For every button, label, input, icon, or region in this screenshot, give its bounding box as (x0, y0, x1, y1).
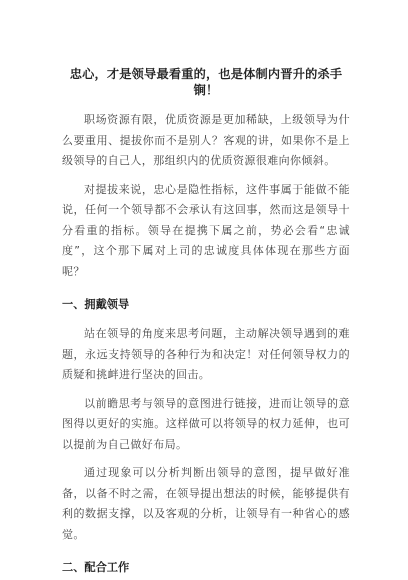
section-paragraph: 以前瞻思考与领导的意图进行链接，进而让领导的意图得以更好的实施。这样做可以将领导的权力延伸，也可以提前为自己做好布局。 (62, 396, 350, 451)
section-heading-support-leader: 一、拥戴领导 (62, 298, 130, 311)
intro-paragraph: 对提拔来说，忠心是隐性指标，这件事属于能做不能说，任何一个领导都不会承认有这回事，然而这是领导十分看重的指标。领导在提携下属之前，势必会看“忠诚度”，这个那下属对上司的忠诚度具体体现在那些方面呢？ (62, 182, 350, 278)
document-title: 忠心，才是领导最看重的，也是体制内晋升的杀手锏！ (69, 67, 343, 97)
intro-paragraph: 职场资源有限，优质资源是更加稀缺，上级领导为什么要重用、提拔你而不是别人？客观的讲，如果你不是上级领导的自己人，那组织内的优质资源很难向你倾斜。 (62, 113, 350, 167)
section-paragraph: 通过现象可以分析判断出领导的意图，提早做好准备，以备不时之需，在领导提出想法的时候，能够提供有利的数据支撑，以及客观的分析，让领导有一种省心的感觉。 (62, 466, 350, 541)
section-heading-cooperate-work: 二、配合工作 (62, 561, 130, 574)
section-paragraph: 站在领导的角度来思考问题，主动解决领导遇到的难题，永远支持领导的各种行为和决定！对任何领导权力的质疑和挑衅进行坚决的回击。 (62, 327, 350, 381)
